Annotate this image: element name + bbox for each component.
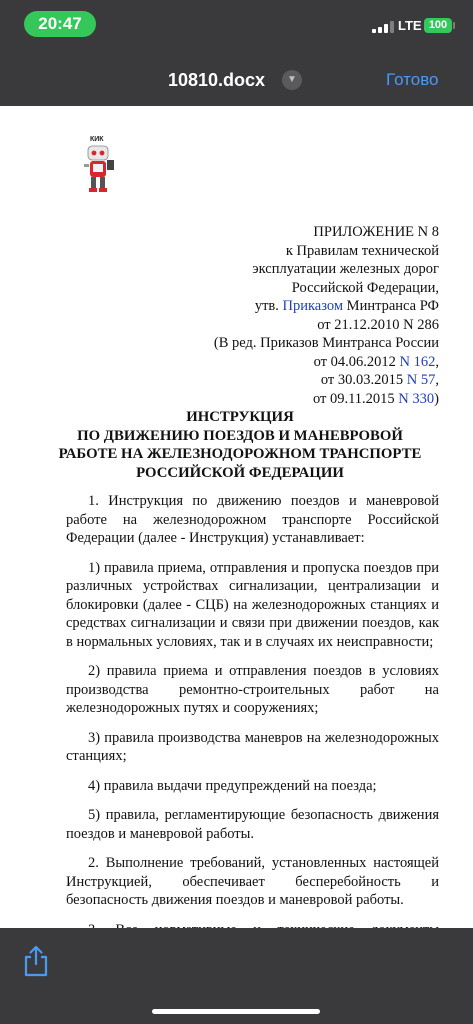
appendix-text: Минтранса РФ xyxy=(343,298,439,314)
appendix-line xyxy=(214,297,439,316)
heading-line: РОССИЙСКОЙ ФЕДЕРАЦИИ xyxy=(136,464,344,481)
appendix-text: ) xyxy=(434,390,439,407)
appendix-text: от 30.03.2015 xyxy=(320,372,407,388)
robot-logo-icon xyxy=(76,134,122,194)
heading-line: ИНСТРУКЦИЯ xyxy=(186,409,294,425)
appendix-line: ПРИЛОЖЕНИЕ N 8 xyxy=(313,224,439,240)
status-bar xyxy=(0,0,473,48)
appendix-line xyxy=(214,353,439,372)
document-title[interactable]: 10810.docx xyxy=(168,70,266,90)
document-page[interactable] xyxy=(0,106,473,928)
paragraph: 5) правила, регламентирующие безопасность движения поездов и маневровой работы. xyxy=(66,807,439,842)
nav-bar xyxy=(0,48,473,106)
appendix-line: эксплуатации железных дорог xyxy=(252,261,439,277)
paragraph: 1. Инструкция по движению поездов и маневровой работе на железнодорожном транспорте Российской Федерации (далее - Инструкция) устанавливает: xyxy=(66,493,439,546)
appendix-block xyxy=(214,223,439,408)
home-indicator[interactable] xyxy=(152,1009,320,1014)
appendix-line: от 21.12.2010 N 286 xyxy=(317,316,439,333)
paragraph: 3) правила производства маневров на железнодорожных станциях; xyxy=(66,729,439,764)
appendix-line xyxy=(214,390,439,409)
share-icon[interactable] xyxy=(22,944,50,978)
battery-tip xyxy=(453,22,455,29)
heading-line: РАБОТЕ НА ЖЕЛЕЗНОДОРОЖНОМ ТРАНСПОРТЕ xyxy=(58,446,422,462)
appendix-text: , xyxy=(435,372,439,388)
appendix-text: от 09.11.2015 xyxy=(312,390,399,407)
cellular-signal-icon xyxy=(372,21,394,33)
paragraph: 2) правила приема и отправления поездов в условиях производства ремонтно-строительных работ на железнодорожных путях и сооружениях; xyxy=(66,663,439,716)
chevron-down-icon[interactable]: ▼ xyxy=(282,70,302,90)
order-link-57[interactable]: N 57 xyxy=(406,372,436,388)
status-time[interactable]: 20:47 xyxy=(24,11,96,37)
battery-icon: 100 xyxy=(424,18,452,33)
logo-text: КИК xyxy=(90,136,104,143)
paragraph: 4) правила выдачи предупреждений на поезда; xyxy=(88,777,377,794)
appendix-text: от 04.06.2012 xyxy=(313,353,400,370)
appendix-line: к Правилам технической xyxy=(285,242,439,259)
paragraph: 2. Выполнение требований, установленных настоящей Инструкцией, обеспечивает бесперебойность и безопасность движения поездов и маневровой работы. xyxy=(66,855,439,908)
appendix-line: Российской Федерации, xyxy=(291,279,439,296)
done-button[interactable]: Готово xyxy=(386,70,439,89)
appendix-line xyxy=(214,371,439,390)
heading-line: ПО ДВИЖЕНИЮ ПОЕЗДОВ И МАНЕВРОВОЙ xyxy=(77,427,403,444)
order-link-330[interactable]: N 330 xyxy=(398,390,435,407)
bottom-toolbar xyxy=(0,928,473,1024)
document-heading xyxy=(50,408,430,482)
network-type: LTE xyxy=(398,18,422,33)
appendix-text: утв. xyxy=(254,298,283,314)
order-link-162[interactable]: N 162 xyxy=(399,353,436,370)
appendix-line: (В ред. Приказов Минтранса России xyxy=(213,335,439,351)
order-link[interactable]: Приказом xyxy=(282,298,344,314)
paragraph: 1) правила приема, отправления и пропуска поездов при различных устройствах сигнализации, централизации и блокировки (далее - СЦБ) на железнодорожных станциях и средствах сигнализации и связи при движении поездов, как в нормальных условиях, так и в случаях их неисправности; xyxy=(66,559,439,650)
appendix-text: , xyxy=(435,353,439,370)
